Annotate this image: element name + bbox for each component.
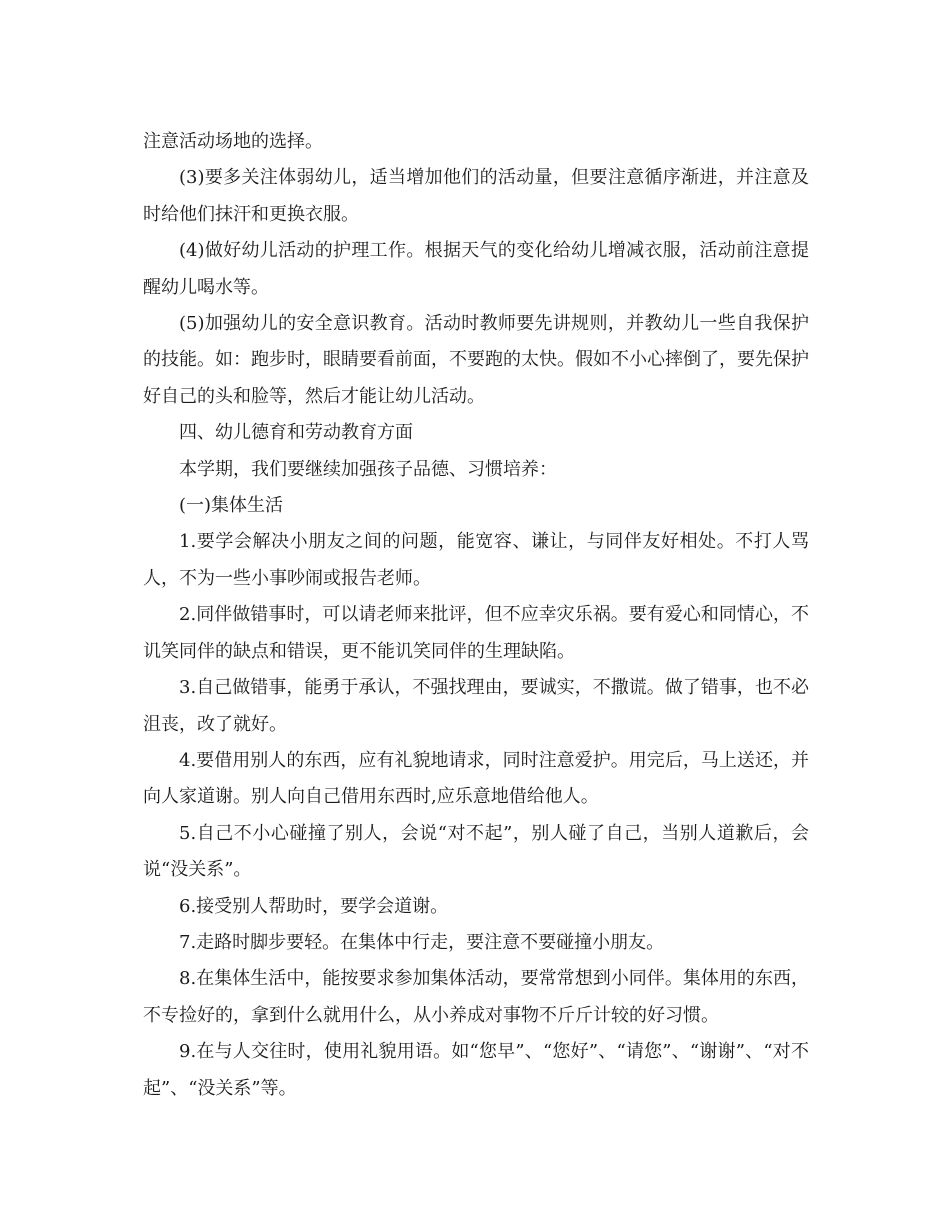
paragraph-item-4: (4)做好幼儿活动的护理工作。根据天气的变化给幼儿增减衣服，活动前注意提醒幼儿喝水等。 [143,240,809,298]
list-item-1: 1.要学会解决小朋友之间的问题，能宽容、谦让，与同伴友好相处。不打人骂人，不为一些小事吵闹或报告老师。 [143,531,809,589]
list-item-7: 7.走路时脚步要轻。在集体中行走，要注意不要碰撞小朋友。 [179,931,665,953]
paragraph-item-3: (3)要多关注体弱幼儿，适当增加他们的活动量，但要注意循序渐进，并注意及时给他们抹汗和更换衣服。 [143,167,809,225]
list-item-8: 8.在集体生活中，能按要求参加集体活动，要常常想到小同伴。集体用的东西，不专捡好的，拿到什么就用什么，从小养成对事物不斤斤计较的好习惯。 [143,968,809,1026]
paragraph-continuation: 注意活动场地的选择。 [143,131,323,152]
section-heading-moral-labor: 四、幼儿德育和劳动教育方面 [179,422,413,444]
list-item-9: 9.在与人交往时，使用礼貌用语。如“您早”、“您好”、“请您”、“谢谢”、“对不起”、“没关系”等。 [143,1041,809,1099]
list-item-3: 3.自己做错事，能勇于承认，不强找理由，要诚实，不撒谎。做了错事，也不必沮丧，改了就好。 [143,677,809,735]
list-item-2: 2.同伴做错事时，可以请老师来批评，但不应幸灾乐祸。要有爱心和同情心，不讥笑同伴的缺点和错误，更不能讥笑同伴的生理缺陷。 [143,604,809,662]
list-item-4: 4.要借用别人的东西，应有礼貌地请求，同时注意爱护。用完后，马上送还，并向人家道谢。别人向自己借用东西时,应乐意地借给他人。 [143,749,809,808]
paragraph-item-5: (5)加强幼儿的安全意识教育。活动时教师要先讲规则，并教幼儿一些自我保护的技能。如：跑步时，眼睛要看前面，不要跑的太快。假如不小心摔倒了，要先保护好自己的头和脸等，然后才能让幼儿活动。 [143,313,809,407]
document-body [143,124,809,1107]
list-item-5: 5.自己不小心碰撞了别人，会说“对不起”，别人碰了自己，当别人道歉后，会说“没关系”。 [143,822,809,881]
subsection-heading-collective-life: (一)集体生活 [179,495,284,517]
paragraph-intro: 本学期，我们要继续加强孩子品德、习惯培养： [179,458,557,480]
list-item-6: 6.接受别人帮助时，要学会道谢。 [179,895,449,917]
